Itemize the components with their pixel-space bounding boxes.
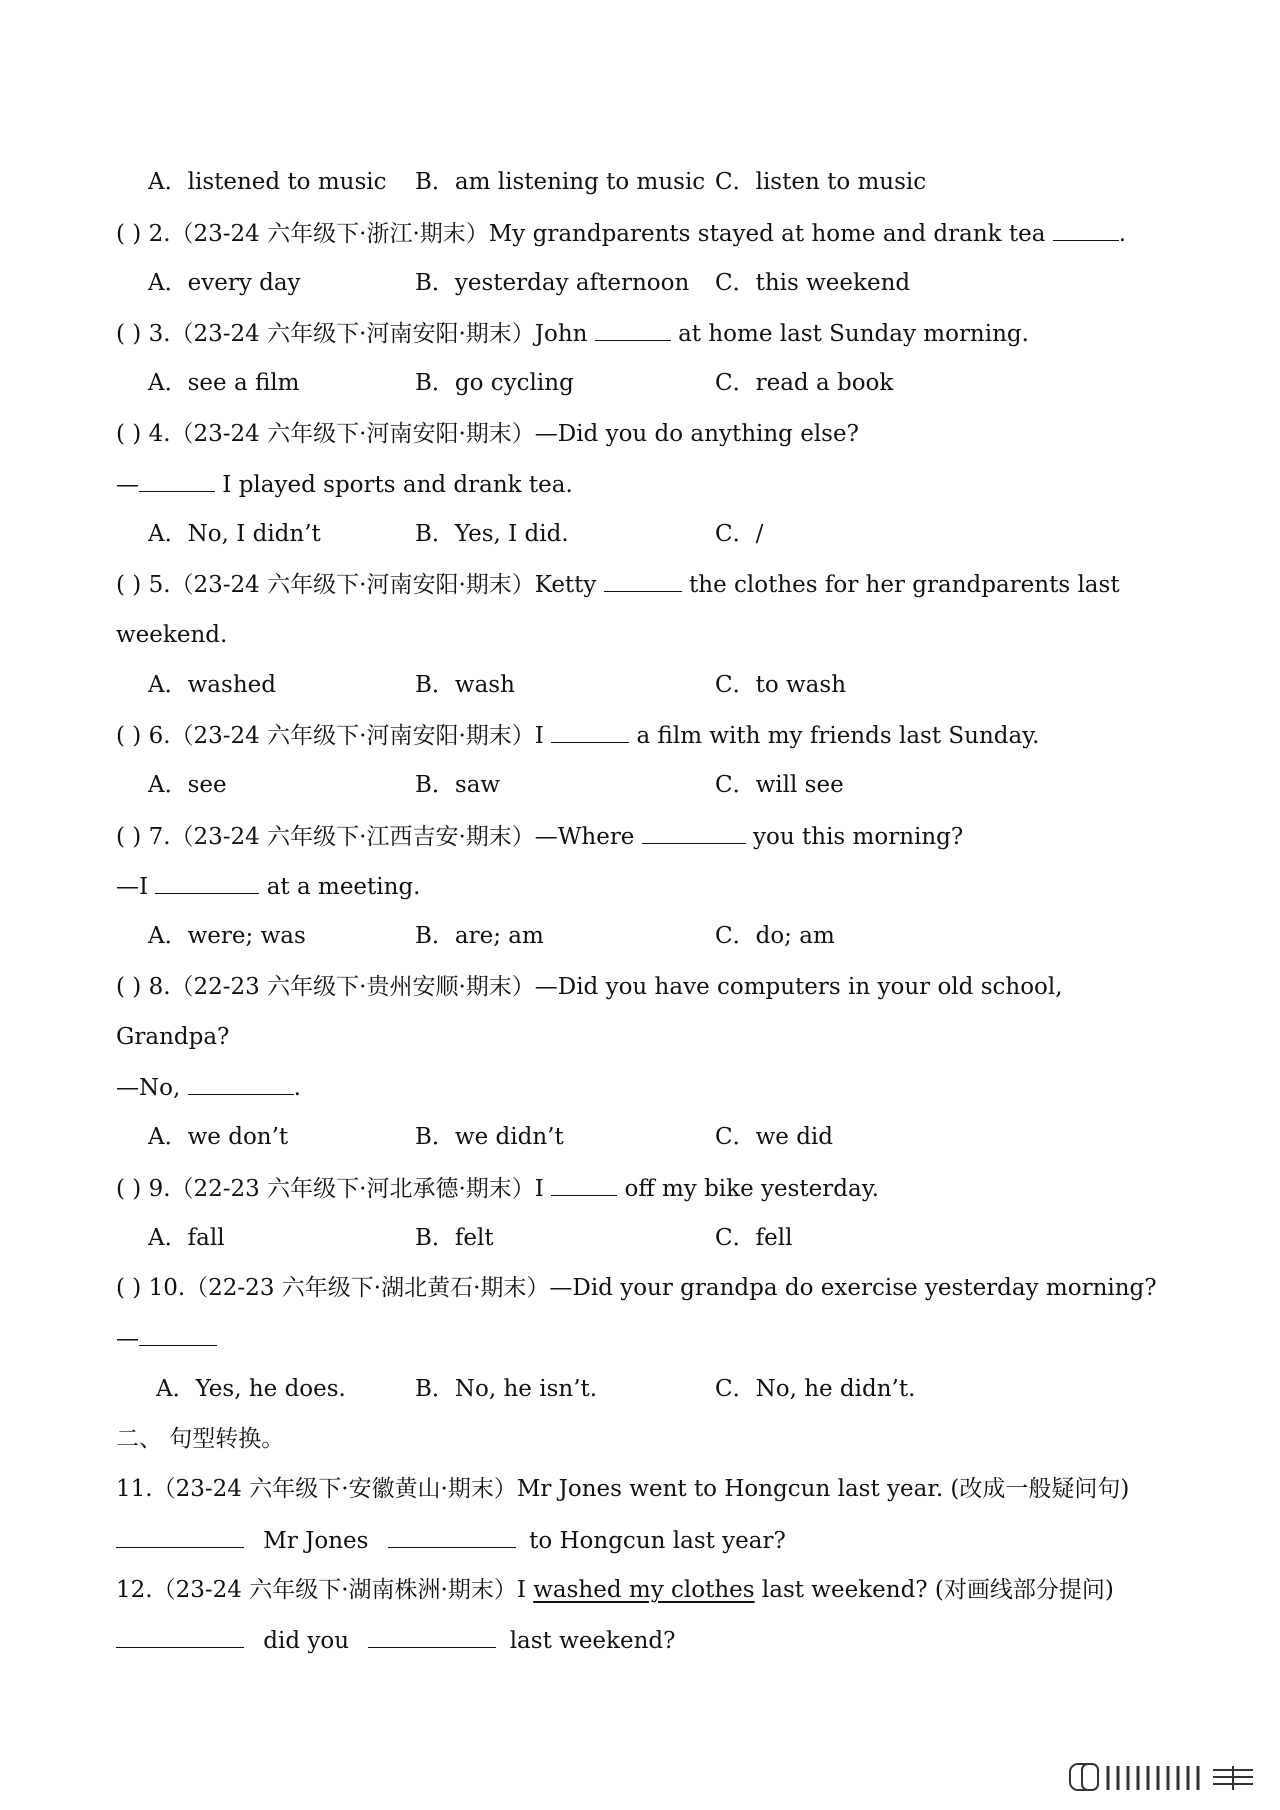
question-8-line3-suffix: . [293,1075,301,1101]
question-2-suffix: . [1118,221,1127,247]
q7-option-a: A．were; was [148,923,306,949]
dash: — [116,472,139,498]
q6-option-a: A．see [148,772,227,798]
question-5-suffix: the clothes for her grandparents last [681,572,1120,598]
question-9-suffix: off my bike yesterday. [617,1176,879,1202]
q4-option-b: B．Yes, I did. [415,521,569,547]
q2-option-c: C．this weekend [715,270,911,296]
question-12-after: last weekend? (对画线部分提问) [754,1577,1114,1603]
question-12-mid: did you [256,1628,357,1654]
question-8-line2: Grandpa? [116,1024,230,1050]
q10-option-b: B．No, he isn’t. [415,1376,598,1402]
question-9 [116,1173,879,1204]
question-7-line2-suffix: at a meeting. [259,874,421,900]
q9-option-c: C．fell [715,1225,793,1251]
question-4-text: ( ) 4.（23-24 六年级下·河南安阳·期末）—Did you do anything else? [116,421,859,447]
answer-blank[interactable] [551,720,629,743]
q7-option-c: C．do; am [715,923,835,949]
question-6 [116,720,1039,751]
q3-option-a: A．see a film [148,370,300,396]
q10-option-c: C．No, he didn’t. [715,1376,916,1402]
question-11-end: to Hongcun last year? [521,1528,786,1554]
question-8-line3-prefix: —No, [116,1075,188,1101]
q6-option-b: B．saw [415,772,501,798]
q6-option-c: C．will see [715,772,844,798]
answer-blank[interactable] [139,469,215,492]
question-8 [116,972,1063,1002]
question-11-mid: Mr Jones [256,1528,376,1554]
q5-option-a: A．washed [148,672,276,698]
question-3-text: ( ) 3.（23-24 六年级下·河南安阳·期末）John [116,321,595,347]
q4-option-c: C．/ [715,521,764,547]
question-12-end: last weekend? [502,1628,676,1654]
q10-option-a: A．Yes, he does. [156,1376,346,1402]
q7-option-b: B．are; am [415,923,544,949]
question-8-text: ( ) 8.（22-23 六年级下·贵州安顺·期末）—Did you have computers in your old school, [116,974,1063,1000]
answer-blank[interactable] [139,1323,217,1346]
question-10-answer-line [116,1323,217,1354]
question-6-text: ( ) 6.（23-24 六年级下·河南安阳·期末）I [116,723,552,749]
question-7-text: ( ) 7.（23-24 六年级下·江西吉安·期末）—Where [116,824,642,850]
question-10-text: ( ) 10.（22-23 六年级下·湖北黄石·期末）—Did your grandpa do exercise yesterday morning? [116,1275,1157,1301]
answer-blank[interactable] [604,569,682,592]
dash: — [116,1326,139,1352]
question-7-answer-line [116,871,421,902]
question-4-answer-line [116,469,573,500]
q8-option-a: A．we don’t [148,1124,289,1150]
answer-blank[interactable] [368,1625,496,1648]
answer-blank[interactable] [116,1625,244,1648]
question-12-answer-line [116,1625,675,1656]
q8-option-b: B．we didn’t [415,1124,564,1150]
q5-option-c: C．to wash [715,672,847,698]
question-8-answer-line [116,1072,301,1103]
question-12-before: 12.（23-24 六年级下·湖南株洲·期末）I [116,1577,534,1603]
q9-option-b: B．felt [415,1225,494,1251]
question-9-text: ( ) 9.（22-23 六年级下·河北承德·期末）I [116,1176,552,1202]
answer-blank[interactable] [155,871,259,894]
answer-blank[interactable] [388,1525,516,1548]
question-7-line2-prefix: —I [116,874,156,900]
question-4 [116,419,859,449]
question-5-line2: weekend. [116,622,228,648]
answer-blank[interactable] [1053,218,1119,241]
question-12 [116,1575,1114,1605]
question-5 [116,569,1120,600]
q4-option-a: A．No, I didn’t [148,521,321,547]
question-6-suffix: a film with my friends last Sunday. [629,723,1040,749]
question-3-suffix: at home last Sunday morning. [670,321,1029,347]
question-11-answer-line [116,1525,786,1556]
q3-option-c: C．read a book [715,370,894,396]
q1-option-a: A．listened to music [148,169,387,195]
question-10 [116,1273,1157,1303]
underlined-phrase: washed my clothes [533,1577,755,1603]
q2-option-b: B．yesterday afternoon [415,270,690,296]
section-2-title: 二、 句型转换。 [116,1426,285,1452]
q1-option-b: B．am listening to music [415,169,706,195]
answer-blank[interactable] [551,1173,617,1196]
answer-blank[interactable] [595,318,671,341]
q2-option-a: A．every day [148,270,301,296]
q1-option-c: C．listen to music [715,169,927,195]
answer-blank[interactable] [116,1525,244,1548]
question-4-line2-text: I played sports and drank tea. [215,472,573,498]
q5-option-b: B．wash [415,672,515,698]
question-2-text: ( ) 2.（23-24 六年级下·浙江·期末）My grandparents stayed at home and drank tea [116,221,1053,247]
question-7 [116,821,963,852]
question-3 [116,318,1029,349]
answer-blank[interactable] [188,1072,294,1095]
logo-icon [1068,1760,1258,1794]
question-11: 11.（23-24 六年级下·安徽黄山·期末）Mr Jones went to Hongcun last year. (改成一般疑问句) [116,1476,1130,1502]
answer-blank[interactable] [642,821,746,844]
question-7-suffix: you this morning? [745,824,964,850]
question-2 [116,218,1126,249]
q8-option-c: C．we did [715,1124,834,1150]
question-5-text: ( ) 5.（23-24 六年级下·河南安阳·期末）Ketty [116,572,604,598]
q3-option-b: B．go cycling [415,370,574,396]
q9-option-a: A．fall [148,1225,225,1251]
